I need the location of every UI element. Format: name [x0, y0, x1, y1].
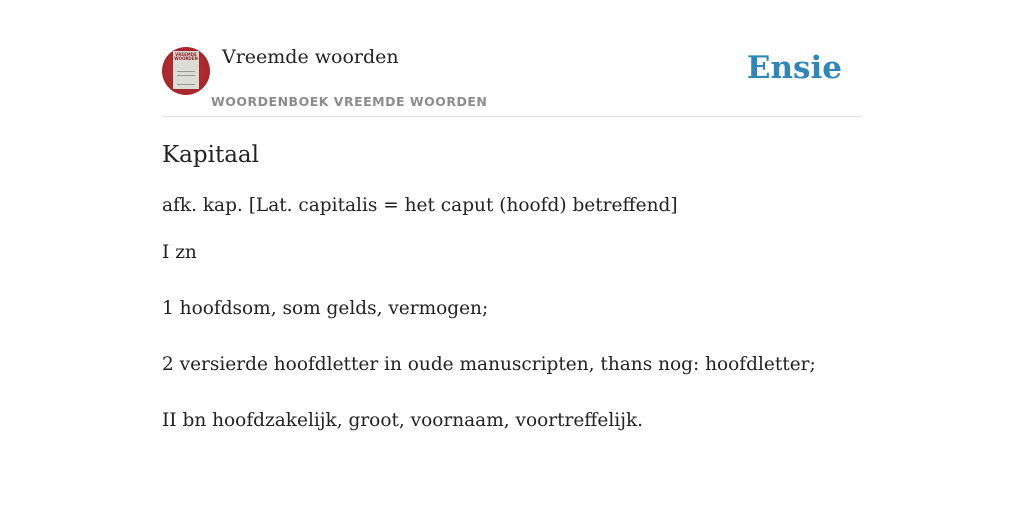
definition-line: I zn — [162, 242, 197, 263]
book-cover-line — [177, 84, 195, 85]
site-header — [162, 44, 862, 117]
site-subtitle: WOORDENBOEK VREEMDE WOORDEN — [211, 94, 488, 109]
book-cover-line — [177, 75, 195, 76]
ensie-logo-link[interactable]: Ensie — [746, 50, 842, 86]
book-cover-icon[interactable] — [162, 47, 210, 95]
definition-line: II bn hoofdzakelijk, groot, voornaam, voortreffelijk. — [162, 410, 644, 431]
book-cover — [173, 51, 199, 89]
definition-line: 2 versierde hoofdletter in oude manuscripten, thans nog: hoofdletter; — [162, 354, 816, 375]
entry-title: Kapitaal — [162, 142, 259, 168]
site-title-link[interactable]: Vreemde woorden — [222, 46, 399, 68]
book-cover-line — [177, 71, 195, 72]
definition-line: 1 hoofdsom, som gelds, vermogen; — [162, 298, 489, 319]
book-cover-title: VREEMDE WOORDEN — [174, 52, 198, 61]
entry-content — [162, 140, 862, 434]
entry-etymology: afk. kap. [Lat. capitalis = het caput (hoofd) betreffend] — [162, 195, 678, 216]
